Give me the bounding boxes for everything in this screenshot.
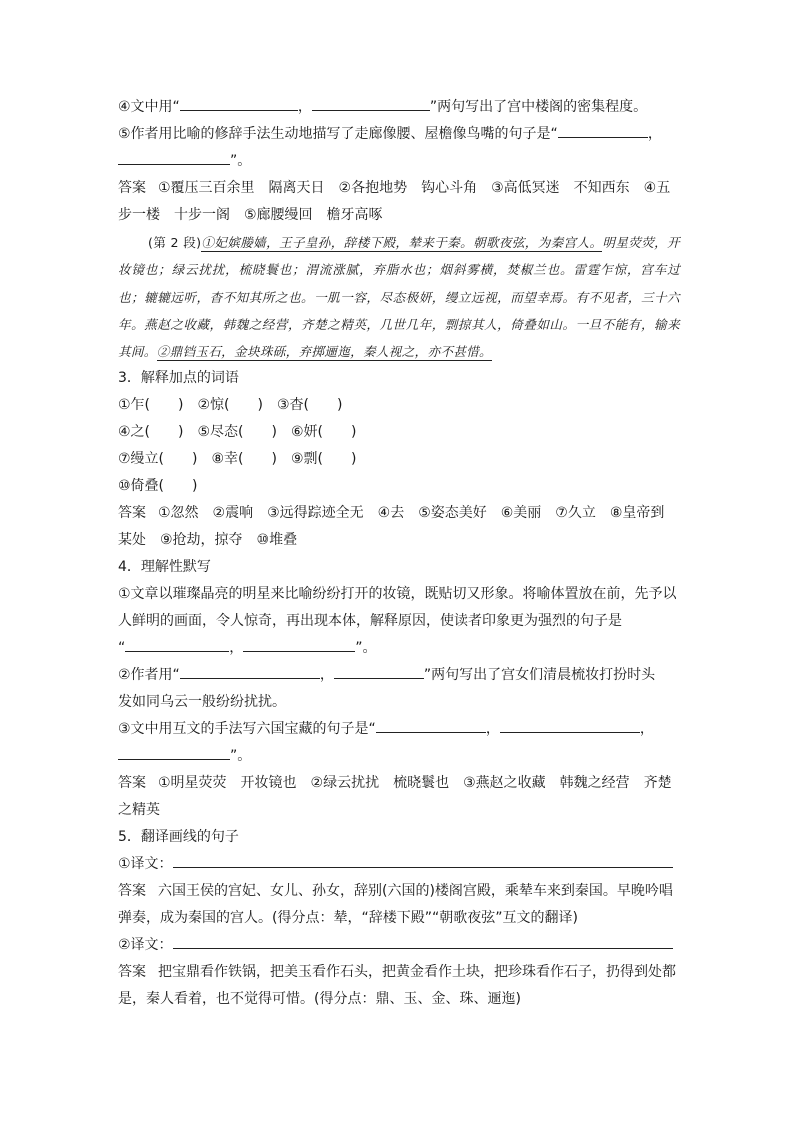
translation-item-1: ①译文： [118,851,680,878]
word-row: ⑦缦立( ) ⑧幸( ) ⑨剽( ) [118,451,357,468]
translation-input[interactable] [173,852,673,868]
answer-block: 答案 把宝鼎看作铁锅，把美玉看作石头，把黄金看作土块，把珍珠看作石子，扔得到处都 [118,964,676,981]
blank-item-5-cont: ”。 [118,148,680,175]
recitation-item-1: ①文章以璀璨晶亮的明星来比喻纷纷打开的妆镜，既贴切又形象。将喻体置放在前，先予以 [118,586,677,603]
paragraph-tag: (第 2 段) [148,235,202,250]
answer-label: 答案 [118,883,146,900]
answer-blank[interactable] [376,717,486,733]
recitation-item-1-blanks: “ ， ”。 [118,635,680,662]
answer-blank[interactable] [125,636,229,652]
answer-blank[interactable] [558,122,648,138]
word-row: ⑩倚叠( ) [118,478,198,495]
answer-block: 答案 ①覆压三百余里 隔离天日 ②各抱地势 钩心斗角 ③高低冥迷 不知西东 ④五 [118,180,671,196]
answer-block-cont: 某处 ⑨抢劫，掠夺 ⑩堆叠 [118,532,298,549]
underlined-sentence-2: ②鼎铛玉石，金块珠砾，弃掷逦迤，秦人视之，亦不甚惜。 [156,344,492,360]
answer-blank[interactable] [180,95,298,111]
answer-label: 答案 [118,964,146,981]
section-title: 3．解释加点的词语 [118,370,239,387]
document-page [118,94,680,1013]
blank-item-4: ④文中用“ ， ”两句写出了宫中楼阁的密集程度。 [118,94,680,121]
recitation-item-3: ③文中用互文的手法写六国宝藏的句子是“ ， ， [118,716,680,743]
answer-blank[interactable] [312,95,430,111]
answer-blank[interactable] [118,149,230,165]
answer-blank[interactable] [180,663,320,679]
section-title: 4．理解性默写 [118,559,211,576]
classical-passage [118,229,680,365]
translation-item-2: ②译文： [118,932,680,959]
answer-label: 答案 [118,505,146,522]
answer-block: 答案 ①明星荧荧 开妆镜也 ②绿云扰扰 梳晓鬟也 ③燕赵之收藏 韩魏之经营 齐楚 [118,775,672,792]
answer-block-cont: 步一楼 十步一阁 ⑤廊腰缦回 檐牙高啄 [118,207,383,223]
blank-item-5: ⑤作者用比喻的修辞手法生动地描写了走廊像腰、屋檐像鸟嘴的句子是“ ， [118,121,680,148]
answer-label: 答案 [118,775,146,792]
answer-block-cont: 是，秦人看着，也不觉得可惜。(得分点：鼎、玉、金、珠、逦迤) [118,991,521,1008]
word-row: ①乍( ) ②惊( ) ③杳( ) [118,397,343,414]
answer-blank[interactable] [500,717,640,733]
passage-body: 明星荧荧，开妆镜也；绿云扰扰，梳晓鬟也；渭流涨腻，弃脂水也；烟斜雾横，焚椒兰也。雷霆乍惊，宫车过也；辘辘远听，杳不知其所之也。一肌一容，尽态极妍，缦立远视，而望幸焉。有不见者，三十六年。燕赵之收藏，韩魏之经营，齐楚之精英，几世几年，剽掠其人，倚叠如山。一旦不能有，输来其间。 [118,235,680,360]
answer-block: 答案 六国王侯的宫妃、女儿、孙女，辞别(六国的)楼阁宫殿，乘辇车来到秦国。早晚吟唱 [118,883,673,900]
recitation-item-2: ②作者用“ ， ”两句写出了宫女们清晨梳妆打扮时头 [118,662,680,689]
section-title: 5．翻译画线的句子 [118,829,239,846]
answer-block-cont: 弹奏，成为秦国的宫人。(得分点：辇，“辞楼下殿”“朝歌夜弦”互文的翻译) [118,910,578,927]
translation-input[interactable] [173,933,673,949]
recitation-item-2-cont: 发如同乌云一般纷纷扰扰。 [118,694,286,711]
answer-blank[interactable] [243,636,355,652]
answer-label: 答案 [118,180,146,196]
recitation-item-3-cont: ”。 [118,743,680,770]
answer-blank[interactable] [334,663,424,679]
answer-block: 答案 ①忽然 ②震响 ③远得踪迹全无 ④去 ⑤姿态美好 ⑥美丽 ⑦久立 ⑧皇帝到 [118,505,665,522]
recitation-item-1-cont: 人鲜明的画面，令人惊奇，再出现本体，解释原因，使读者印象更为强烈的句子是 [118,613,622,630]
answer-blank[interactable] [118,744,230,760]
underlined-sentence-1: ①妃嫔媵嫱，王子皇孙，辞楼下殿，辇来于秦。朝歌夜弦，为秦宫人。 [201,235,603,250]
word-row: ④之( ) ⑤尽态( ) ⑥妍( ) [118,424,357,441]
answer-block-cont: 之精英 [118,802,160,819]
